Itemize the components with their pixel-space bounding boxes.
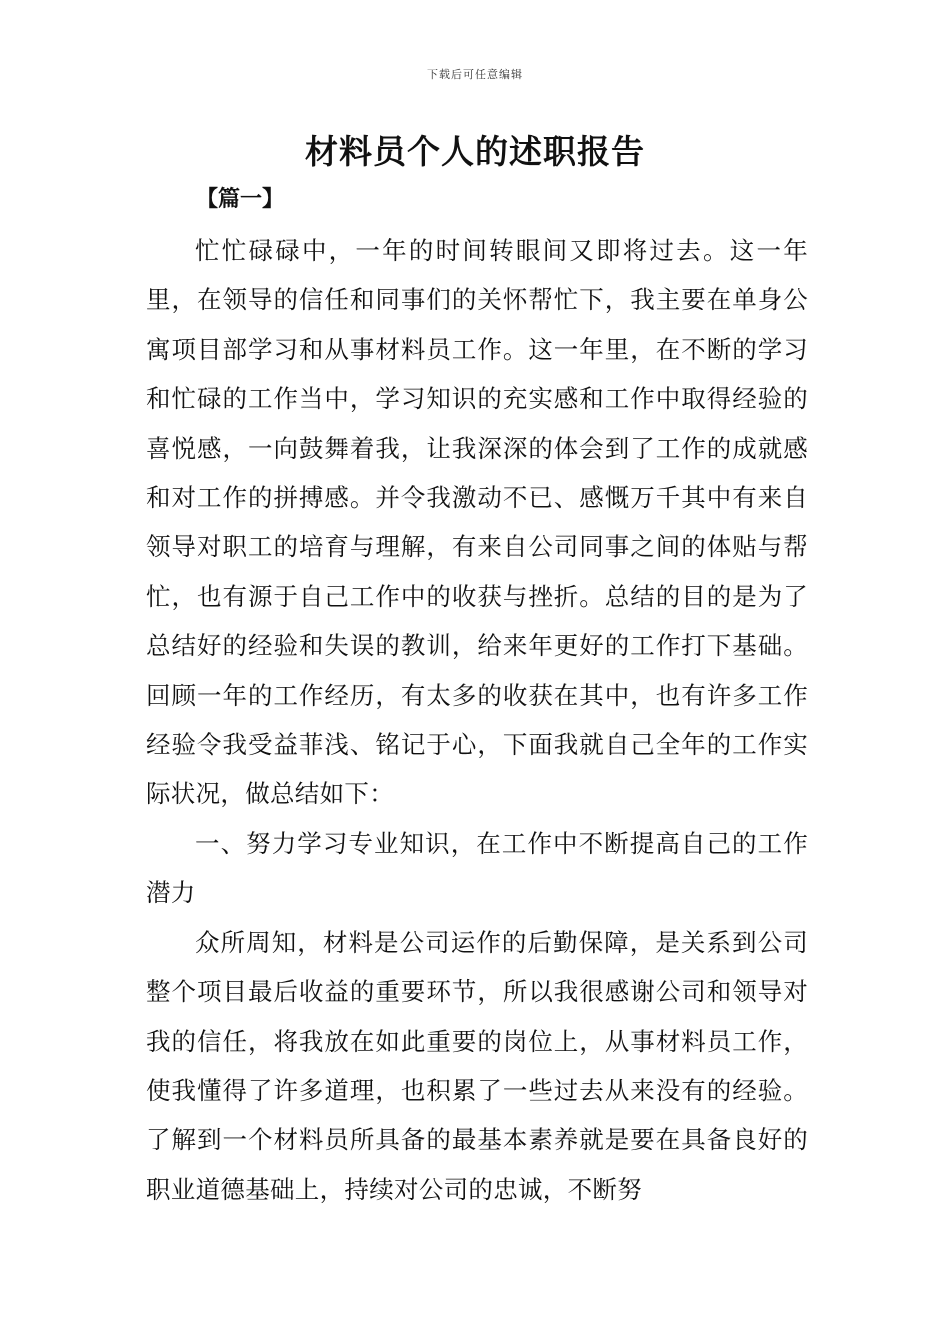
section-label: 【篇一】 [196, 187, 285, 212]
paragraph: 忙忙碌碌中，一年的时间转眼间又即将过去。这一年里，在领导的信任和同事们的关怀帮忙下，我主要在单身公寓项目部学习和从事材料员工作。这一年里，在不断的学习和忙碌的工作当中，学习知识的充实感和工作中取得经验的喜悦感，一向鼓舞着我，让我深深的体会到了工作的成就感和对工作的拼搏感。并令我激动不已、感慨万千其中有来自领导对职工的培育与理解，有来自公司同事之间的体贴与帮忙，也有源于自己工作中的收获与挫折。总结的目的是为了总结好的经验和失误的教训，给来年更好的工作打下基础。回顾一年的工作经历，有太多的收获在其中，也有许多工作经验令我受益菲浅、铭记于心，下面我就自己全年的工作实际状况，做总结如下： [146, 236, 808, 809]
paragraph: 众所周知，材料是公司运作的后勤保障，是关系到公司整个项目最后收益的重要环节，所以我很感谢公司和领导对我的信任，将我放在如此重要的岗位上，从事材料员工作，使我懂得了许多道理，也积累了一些过去从来没有的经验。了解到一个材料员所具备的最基本素养就是要在具备良好的职业道德基础上，持续对公司的忠诚，不断努 [146, 927, 808, 1204]
document-title: 材料员个人的述职报告 [305, 132, 645, 171]
body-text [146, 226, 808, 1214]
paragraph: 一、努力学习专业知识，在工作中不断提高自己的工作潜力 [146, 828, 808, 908]
header-note: 下载后可任意编辑 [427, 68, 523, 81]
